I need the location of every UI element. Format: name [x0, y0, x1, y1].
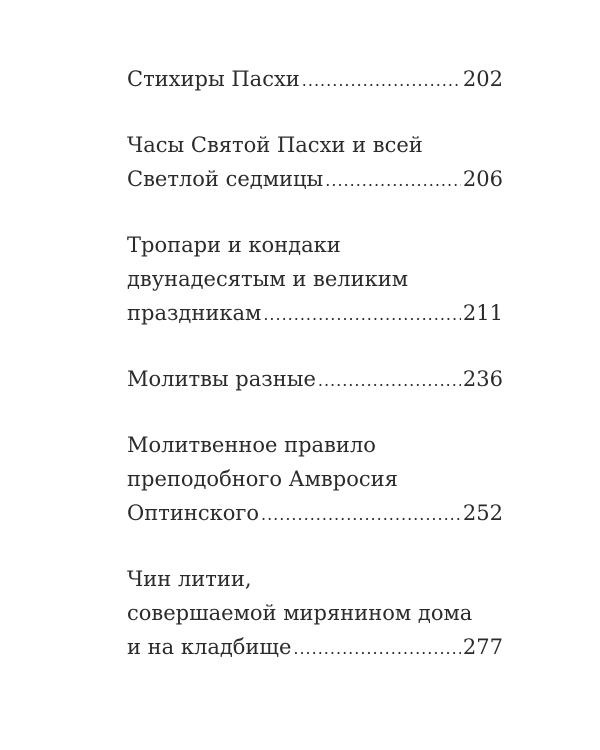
toc-entry-line [127, 62, 503, 96]
toc-entry-litiya[interactable] [127, 562, 503, 664]
toc-entry-title: Светлой седмицы [127, 167, 324, 191]
dot-leader [318, 364, 461, 398]
toc-entry-title: Стихиры Пасхи [127, 67, 300, 91]
toc-entry-title: праздникам [127, 301, 262, 325]
toc-entry-title-line: двунадесятым и великим [127, 267, 409, 291]
dot-leader [325, 164, 461, 198]
toc-entry-line [127, 162, 503, 196]
toc-entry-prayers[interactable] [127, 362, 503, 396]
toc-entry-title: Оптинского [127, 501, 259, 525]
toc-entry-line [127, 362, 503, 396]
table-of-contents [127, 62, 503, 696]
toc-entry-title-line: Тропари и кондаки [127, 233, 341, 257]
toc-entry-line [127, 496, 503, 530]
dot-leader [302, 64, 461, 98]
toc-entry-line [127, 296, 503, 330]
toc-page-number: 211 [462, 301, 503, 325]
toc-entry-stichera[interactable] [127, 62, 503, 96]
toc-entry-title-line: Молитвенное правило [127, 433, 376, 457]
toc-entry-prayer-rule[interactable] [127, 428, 503, 530]
toc-entry-title-line: Чин литии, [127, 567, 252, 591]
toc-page-number: 277 [462, 635, 503, 659]
toc-entry-title: Молитвы разные [127, 367, 316, 391]
toc-entry-title-line: преподобного Амвросия [127, 467, 398, 491]
dot-leader [261, 498, 461, 532]
toc-entry-hours[interactable] [127, 128, 503, 196]
toc-entry-troparia[interactable] [127, 228, 503, 330]
toc-page-number: 252 [462, 501, 503, 525]
toc-page-number: 206 [462, 167, 503, 191]
toc-entry-title: и на кладбище [127, 635, 292, 659]
dot-leader [263, 298, 461, 332]
toc-page-number: 202 [462, 67, 503, 91]
toc-entry-title-line: Часы Святой Пасхи и всей [127, 133, 423, 157]
toc-entry-title-line: совершаемой мирянином дома [127, 601, 473, 625]
dot-leader [293, 632, 461, 666]
toc-entry-line [127, 630, 503, 664]
toc-page-number: 236 [462, 367, 503, 391]
